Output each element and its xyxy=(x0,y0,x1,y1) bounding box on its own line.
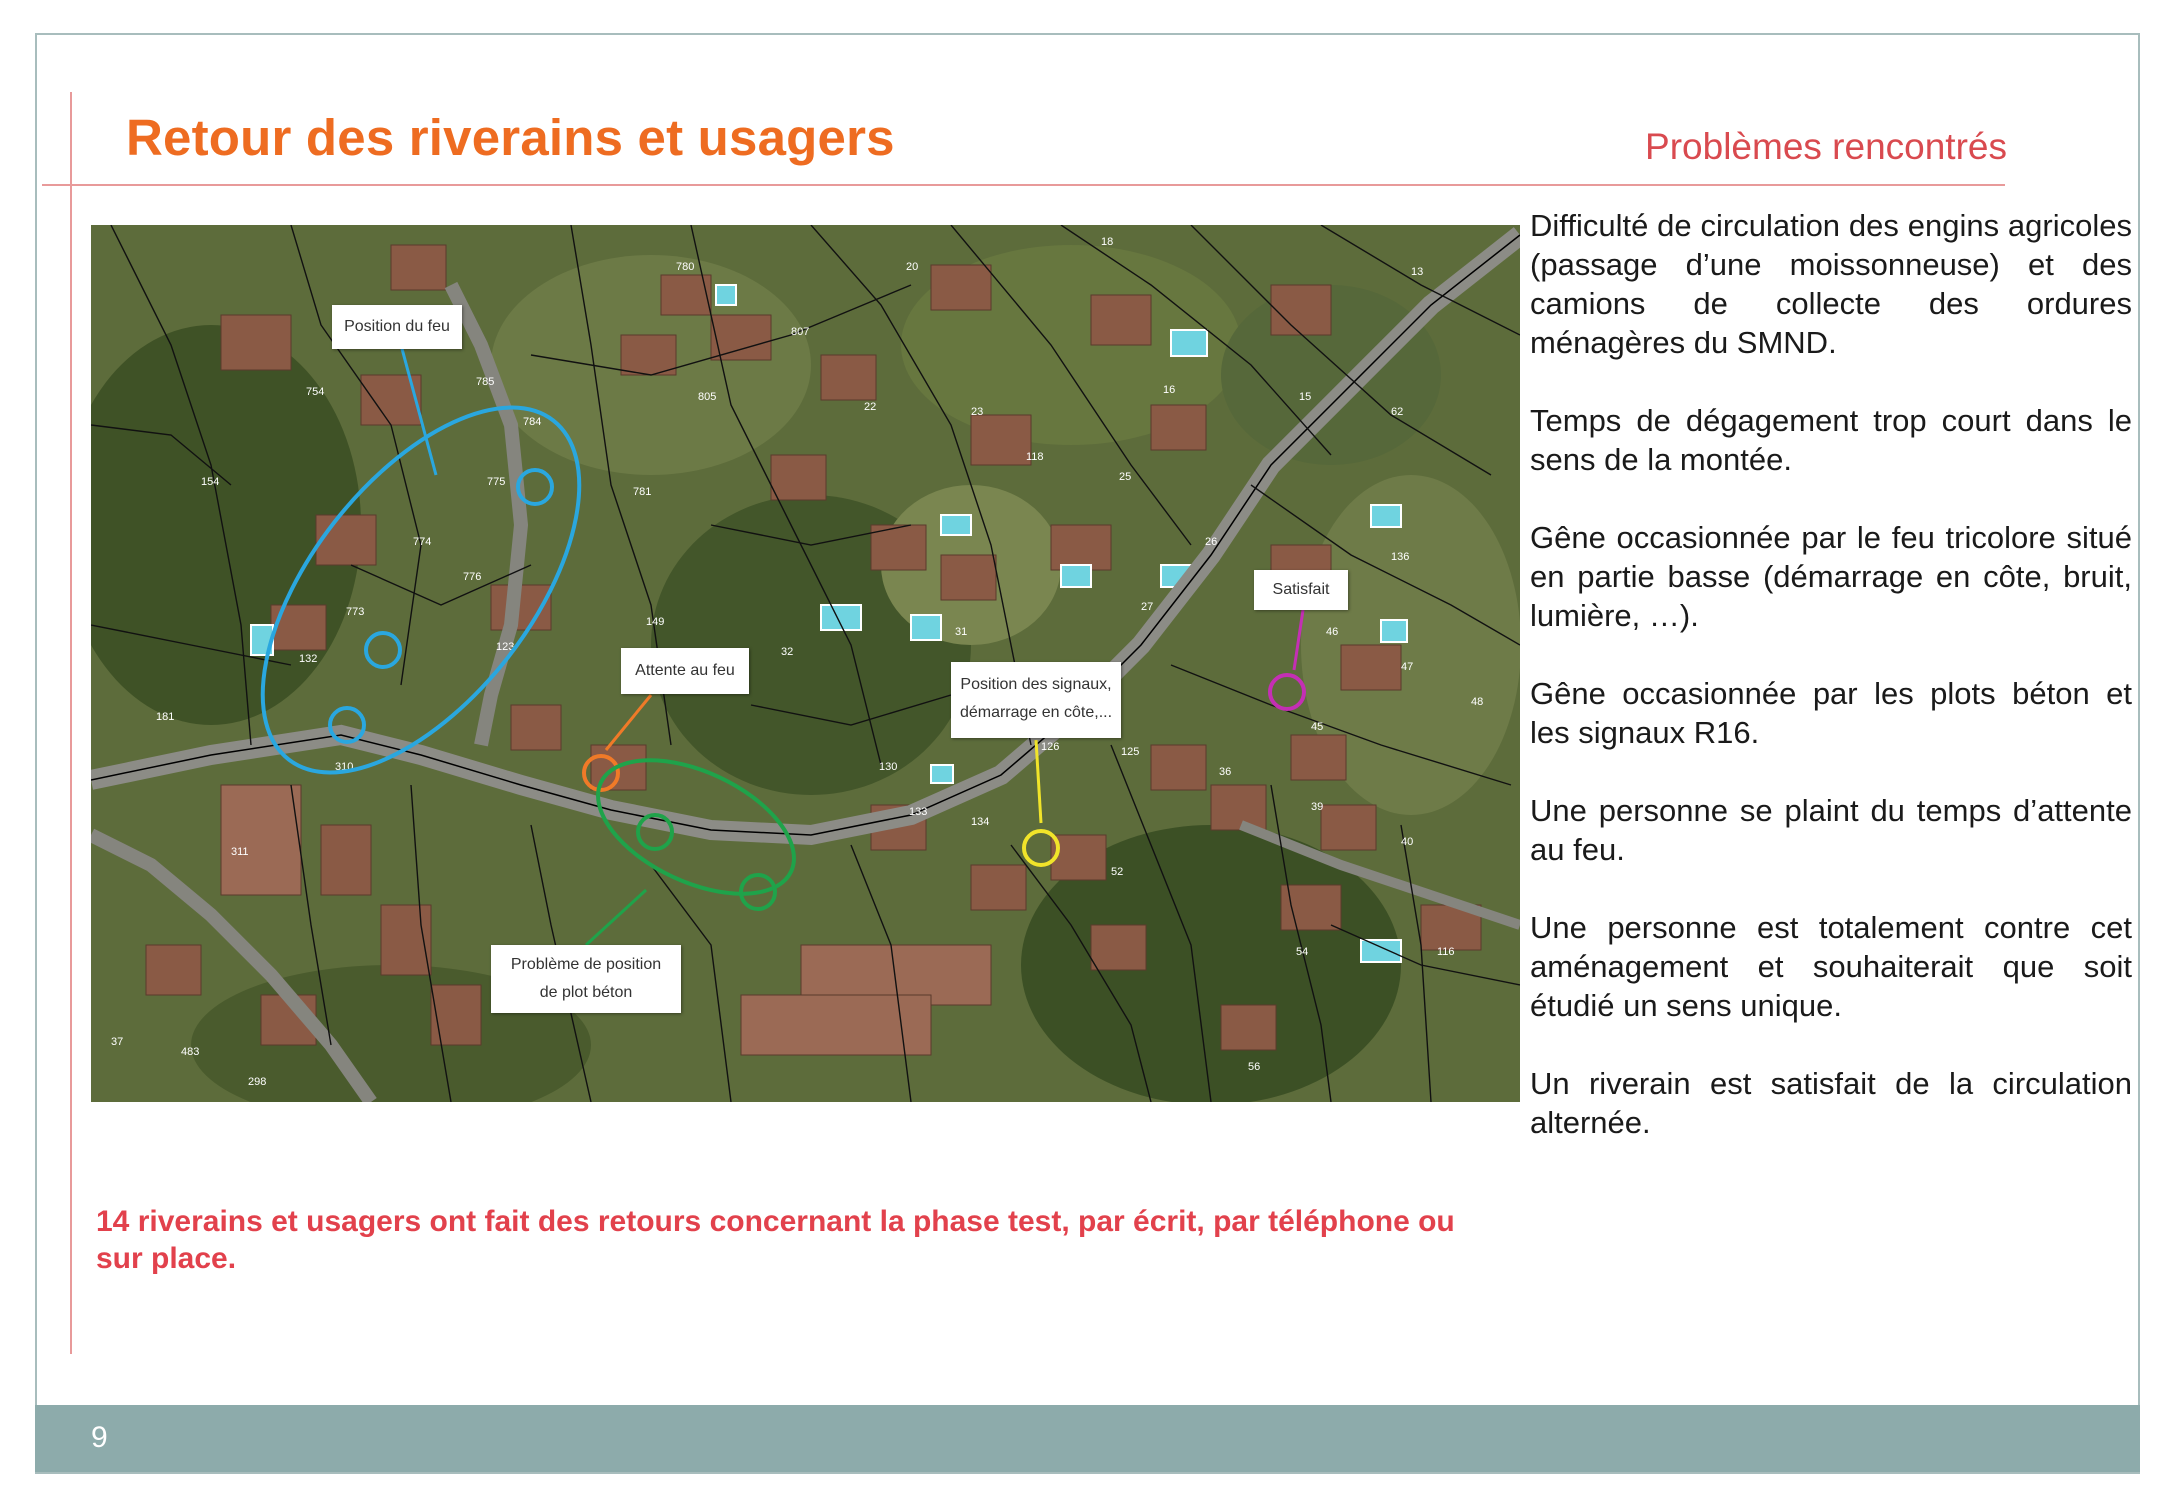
parcel-number: 62 xyxy=(1391,406,1404,418)
parcel-number: 56 xyxy=(1248,1061,1261,1073)
label-position-feu-text: Position du feu xyxy=(344,318,450,335)
parcel-number: 775 xyxy=(487,476,506,488)
parcel-number: 47 xyxy=(1401,661,1414,673)
parcel-number: 25 xyxy=(1119,471,1132,483)
parcel-number: 781 xyxy=(633,486,652,498)
parcel-number: 149 xyxy=(646,616,665,628)
parcel-number: 774 xyxy=(413,536,432,548)
findings-list xyxy=(1530,206,2132,1181)
aerial-map-drawing xyxy=(91,225,1520,1102)
section-label: Problèmes rencontrés xyxy=(1645,126,2007,167)
label-position-feu xyxy=(332,305,462,349)
parcel-number: 118 xyxy=(1026,451,1044,463)
parcel-number: 13 xyxy=(1411,266,1424,278)
parcel-number: 46 xyxy=(1326,626,1339,638)
parcel-number: 780 xyxy=(676,261,695,273)
label-position-signaux xyxy=(951,662,1121,738)
parcel-number: 52 xyxy=(1111,866,1124,878)
label-probleme-plot xyxy=(491,945,681,1013)
slide-title: Retour des riverains et usagers xyxy=(126,109,895,166)
parcel-number: 130 xyxy=(879,761,898,773)
finding-item: Un riverain est satisfait de la circulation alternée. xyxy=(1530,1066,2132,1140)
parcel-number: 20 xyxy=(906,261,919,273)
label-attente-feu-text: Attente au feu xyxy=(635,662,735,679)
parcel-number: 18 xyxy=(1101,236,1114,248)
parcel-number: 15 xyxy=(1299,391,1312,403)
parcel-number: 125 xyxy=(1121,746,1140,758)
header-rule xyxy=(42,184,2005,186)
parcel-number: 45 xyxy=(1311,721,1324,733)
parcel-number: 785 xyxy=(476,376,495,388)
parcel-number: 311 xyxy=(231,846,249,858)
label-satisfait-text: Satisfait xyxy=(1272,581,1330,598)
finding-item: Une personne est totalement contre cet aménagement et souhaiterait que soit étudié un sens unique. xyxy=(1530,910,2132,1023)
parcel-number: 16 xyxy=(1163,384,1176,396)
parcel-number: 754 xyxy=(306,386,325,398)
parcel-number: 31 xyxy=(955,626,968,638)
parcel-number: 23 xyxy=(971,406,984,418)
footer-bar xyxy=(35,1405,2140,1472)
parcel-number: 132 xyxy=(299,653,318,665)
parcel-number: 27 xyxy=(1141,601,1154,613)
parcel-number: 126 xyxy=(1041,741,1060,753)
parcel-number: 136 xyxy=(1391,551,1410,563)
parcel-number: 22 xyxy=(864,401,877,413)
parcel-number: 48 xyxy=(1471,696,1484,708)
label-position-signaux-line2: démarrage en côte,... xyxy=(959,704,1113,721)
parcel-number: 784 xyxy=(523,416,542,428)
parcel-number: 133 xyxy=(909,806,928,818)
vertical-rule xyxy=(70,92,72,1354)
label-probleme-plot-line2: de plot béton xyxy=(539,984,633,1001)
label-probleme-plot-line1: Problème de position xyxy=(510,956,662,973)
parcel-number: 776 xyxy=(463,571,482,583)
finding-item: Une personne se plaint du temps d’attente au feu. xyxy=(1530,793,2132,867)
parcel-number: 32 xyxy=(781,646,794,658)
finding-item: Gêne occasionnée par le feu tricolore situé en partie basse (démarrage en côte, bruit, lumière, …). xyxy=(1530,520,2132,633)
parcel-number: 773 xyxy=(346,606,365,618)
parcel-number: 154 xyxy=(201,476,220,488)
finding-item: Temps de dégagement trop court dans le sens de la montée. xyxy=(1530,403,2132,477)
parcel-number: 807 xyxy=(791,326,810,338)
parcel-number: 37 xyxy=(111,1036,124,1048)
parcel-number: 805 xyxy=(698,391,717,403)
page-number: 9 xyxy=(91,1421,108,1454)
parcel-number: 36 xyxy=(1219,766,1232,778)
parcel-number: 40 xyxy=(1401,836,1414,848)
label-satisfait xyxy=(1254,570,1348,610)
parcel-number: 39 xyxy=(1311,801,1324,813)
parcel-number: 134 xyxy=(971,816,990,828)
parcel-number: 116 xyxy=(1437,946,1455,958)
finding-item: Gêne occasionnée par les plots béton et les signaux R16. xyxy=(1530,676,2132,750)
parcel-number: 123 xyxy=(496,641,515,653)
parcel-number: 26 xyxy=(1205,536,1218,548)
finding-item: Difficulté de circulation des engins agricoles (passage d’une moissonneuse) et des camions de collecte des ordures ménagères du SMND. xyxy=(1530,208,2132,360)
aerial-map xyxy=(91,225,1520,1102)
parcel-number: 54 xyxy=(1296,946,1309,958)
parcel-number: 483 xyxy=(181,1046,200,1058)
parcel-number: 310 xyxy=(335,761,354,773)
parcel-number: 181 xyxy=(156,711,175,723)
parcel-number: 298 xyxy=(248,1076,267,1088)
label-position-signaux-line1: Position des signaux, xyxy=(960,676,1112,693)
label-attente-feu xyxy=(621,648,749,694)
summary-note: 14 riverains et usagers ont fait des retours concernant la phase test, par écrit, par téléphone ou sur place. xyxy=(96,1205,1455,1275)
